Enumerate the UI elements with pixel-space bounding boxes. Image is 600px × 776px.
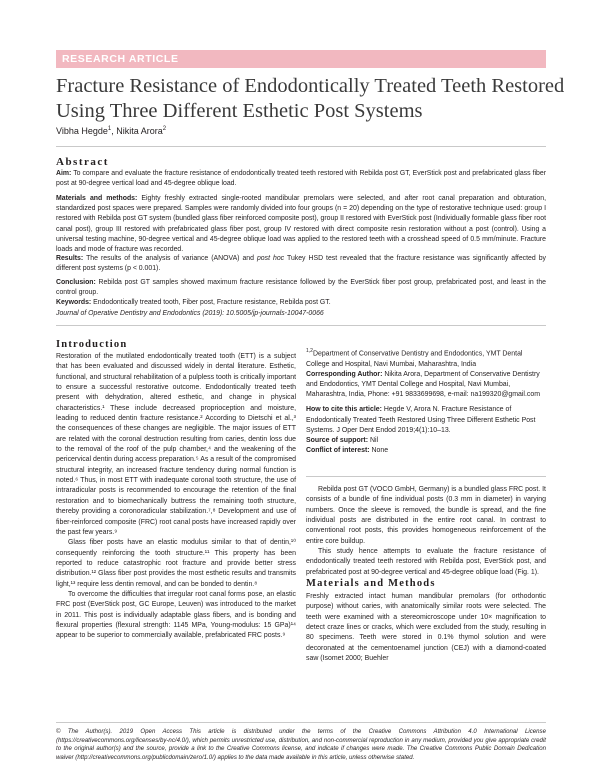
introduction-body [56,352,296,642]
conflict-label: Conflict of interest: [306,447,370,455]
cite-label: How to cite this article: [306,406,382,414]
author-1-affil: 1 [107,126,112,132]
right-column-body [306,485,546,578]
methods-label: Materials and methods: [56,195,138,202]
aim-label: Aim: [56,170,72,177]
abstract-conclusion [56,278,546,298]
methods-paragraph: Freshly extracted intact human mandibular premolars (for orthodontic purpose) without caries, with anatomically similar roots were selected. The teeth were examined with a stereomicroscope under 10× magnification to detect craze lines or cracks, which were excluded from the study, resulting in 80 specimens. Teeth were stored in 0.1% thymol solution and were decoronated at the cementoenamel junction (CEJ) with a diamond-coated saw (Isomet 2000; Buehler [306,593,546,663]
divider [56,722,546,723]
introduction-heading: Introduction [56,339,128,350]
abstract-keywords [56,298,546,308]
materials-methods-heading: Materials and Methods [306,578,436,589]
divider [306,476,546,477]
support-text: Nil [368,436,379,444]
corresponding-text: Nikita Arora, Department of Conservative Dentistry and Endodontics, YMT Dental College and Hospital, Navi Mumbai, Maharashtra, India, Phone: +91 9833699698, e-mail: na199320@gmail.com [306,370,541,399]
results-label: Results: [56,255,84,262]
affiliation-block [306,346,546,456]
article-title [56,74,565,124]
keywords-text: Endodontically treated tooth, Fiber post, Fracture resistance, Rebilda post GT. [91,299,331,306]
conclusion-label: Conclusion: [56,279,96,286]
keywords-label: Keywords: [56,299,92,306]
conflict-of-interest [306,446,546,456]
corresponding-label: Corresponding Author: [306,370,383,378]
intro-paragraph-1: Restoration of the mutilated endodontically treated tooth (ETT) is a subject that has been evaluated and discussed widely in dental literature. Esthetic, functional, and structural rehabilitation of a pulpless tooth is critically important to ensure a successful restorative outcome. Endodontically treated teeth present with dehydration, altered esthetic, and change in physical characteristics.¹ These include decreased proprioception and moisture, leading to reduced dentin fracture resistance.² According to Dietschi et al.,³ the consequences of these changes are negligible. The major issues of ETT are related with the coronal destruction resulting from caries, dentin loss due to the removal of the roof of the pulp chamber,⁴ and the weakening of the pericervical dentin during access preparation.⁵ As a result of the compromised structural integrity, an increased fracture tendency during normal function is noted.⁶ Thus, in most ETT with inadequate coronal tooth structure, the use of intraradicular posts is recommended to encourage the retention of the final restoration and to biomechanically buttress the remaining tooth structure, thereby providing a coronoradicular stabilization.⁷,⁸ Development and use of fiber-reinforced composite (FRC) root canal posts have increased rapidly over the past few years.⁹ [56,353,296,536]
title-line-1: Fracture Resistance of Endodontically Treated Teeth Restored [56,75,565,97]
materials-methods-body [306,592,546,664]
methods-text: Eighty freshly extracted single-rooted mandibular premolars were selected, and after root canal preparation and obturation, standardized post spaces were prepared. Samples were randomly divided into four groups (n = 20) depending on the type of restorative technique used: group I restored with Rebilda post GT system (bundled glass fiber reinforced composite post), group II restored with EverStick post (Individually formable glass fiber root canal post), group III restored with prefabricated glass fiber post, group IV restored with direct composite resin restoration without a post (control). Using a universal testing machine, 90-degree vertical and 45-degree oblique load was applied to the restored teeth with a crosshead speed of 0.5 mm/minute. Fracture loads and mode of fracture was recorded. [56,195,546,254]
author-separator: , [111,126,117,136]
cite-text: Hegde V, Arora N. Fracture Resistance of Endodontically Treated Teeth Restored Using Three Different Esthetic Post Systems. J Oper Dent Endod 2019;4(1):10–13. [306,406,536,434]
abstract-aim [56,169,546,189]
aim-text: To compare and evaluate the fracture resistance of endodontically treated teeth restored with Rebilda post GT, EverStick post and prefabricated glass fiber post at 90-degree vertical load and 45-degree oblique load. [56,170,546,188]
article-type-label: RESEARCH ARTICLE [62,53,179,65]
author-2: Nikita Arora [116,126,163,136]
author-list [56,126,166,136]
corresponding-author [306,370,546,401]
results-text-b: Tukey HSD test revealed that the fracture resistance was significantly affected by different post systems (p < 0.001). [56,255,546,273]
abstract-heading: Abstract [56,156,109,168]
article-type-banner [56,50,546,68]
title-line-2: Using Three Different Esthetic Post Systems [56,100,423,122]
author-1: Vibha Hegde [56,126,108,136]
conflict-text: None [369,447,389,455]
divider [56,146,546,147]
license-footnote: © The Author(s). 2019 Open Access This article is distributed under the terms of the Creative Commons Attribution 4.0 International License (https://creativecommons.org/licenses/by-nc/4.0/), which permits unrestricted use, distribution, and non-commercial reproduction in any medium, provided you give appropriate credit to the original author(s) and the source, provide a link to the Creative Commons license, and indicate if changes were made. The Creative Commons Public Domain Dedication waiver (http://creativecommons.org/publicdomain/zero/1.0/) applies to the data made available in this article, unless otherwise stated. [56,728,546,762]
abstract-results [56,254,546,274]
intro-paragraph-2: Glass fiber posts have an elastic modulus similar to that of dentin,¹⁰ consequently reinforcing the tooth structure.¹¹ This property has been reported to reduce catastrophic root fracture and provide better stress distribution.¹² Glass fiber post provides the most esthetic results and transmits light,¹³ require less dentin removal, and can be bonded to dentin.⁸ [56,539,296,588]
affiliation-sup: 1,2 [306,348,313,354]
results-text-a: The results of the analysis of variance (ANOVA) and [83,255,257,262]
divider [56,325,546,326]
abstract-methods [56,194,546,255]
support-label: Source of support: [306,436,369,444]
affiliation [306,346,546,370]
journal-citation: Journal of Operative Dentistry and Endodontics (2019): 10.5005/jp-journals-10047-0066 [56,310,324,317]
rebilda-paragraph: Rebilda post GT (VOCO GmbH, Germany) is a bundled glass FRC post. It consists of a bundle of fine individual posts (0.3 mm in diameter) in varying numbers. Once the sleeve is removed, the bundle is spread, and the fine individual posts are distributed in the entire root canal. In contrast to conventional root posts, this provides homogeneous reinforcement of the entire core buildup. [306,486,546,545]
author-2-affil: 2 [162,126,167,132]
how-to-cite [306,405,546,436]
study-aim-paragraph: This study hence attempts to evaluate the fracture resistance of endodontically treated teeth restored with Rebilda post, EverStick post, and prefabricated post at 90-degree vertical and 45-degree oblique load (Fig. 1). [306,548,546,576]
conclusion-text: Rebilda post GT samples showed maximum fracture resistance followed by the EverStick fiber post group, prefabricated post, and least in the control group. [56,279,546,297]
source-of-support [306,436,546,446]
affiliation-text: Department of Conservative Dentistry and Endodontics, YMT Dental College and Hospital, Navi Mumbai, Maharashtra, India [306,350,523,368]
results-text-italic: post hoc [256,255,285,262]
intro-paragraph-3: To overcome the difficulties that irregular root canal forms pose, an elastic FRC post (EverStick post, GC Europe, Leuven) was introduced to the market in 2011. This post is individually adaptable glass fibers, and is bonding and flexural properties (flexural strength: 1145 MPa, Young-modulus: 15 GPa)¹⁴ appear to be superior to commercially available, prefabricated FRC posts.⁹ [56,590,296,640]
